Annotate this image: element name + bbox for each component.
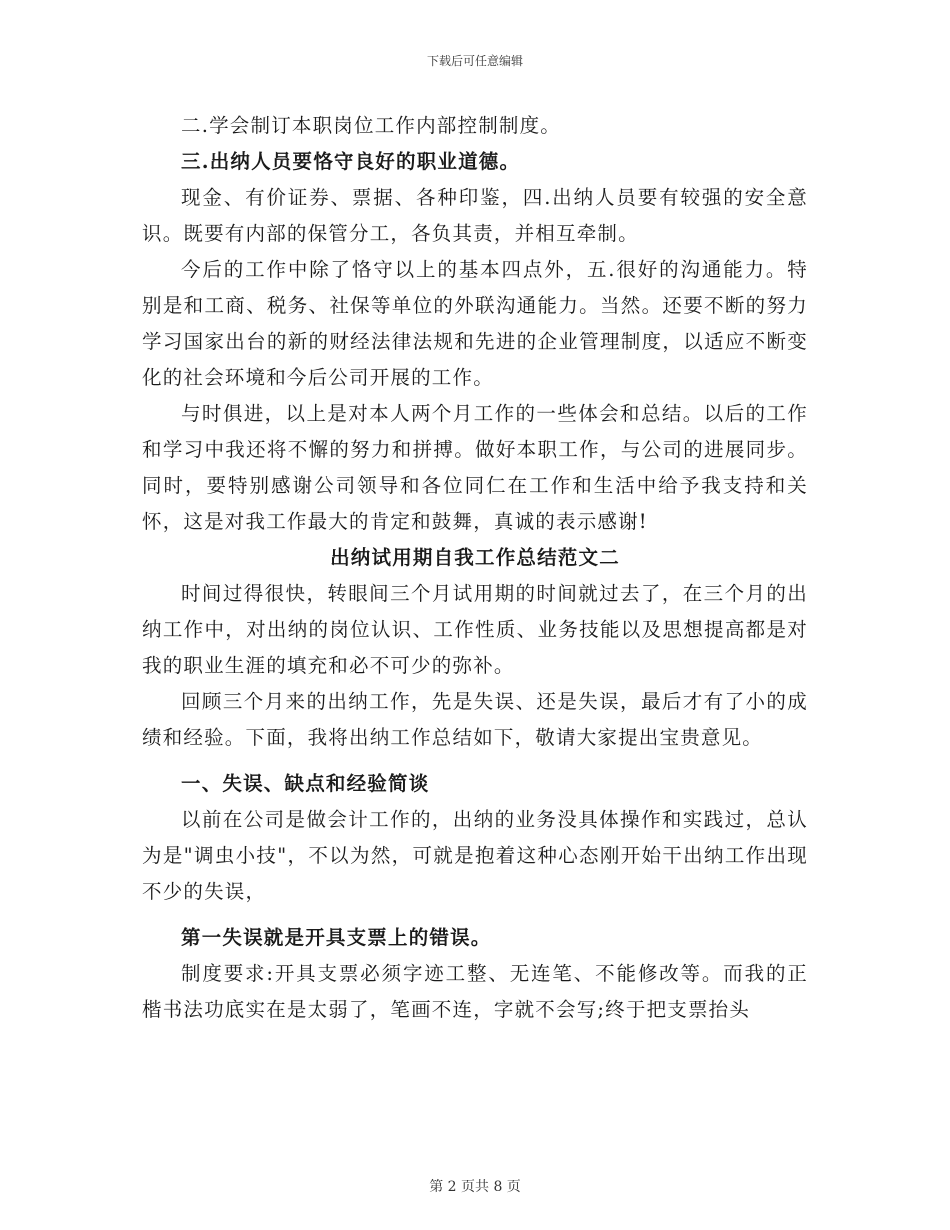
paragraph-review: 回顾三个月来的出纳工作，先是失误、还是失误，最后才有了小的成绩和经验。下面，我将出纳工作总结如下，敬请大家提出宝贵意见。 xyxy=(142,690,808,749)
section-title-2: 出纳试用期自我工作总结范文二 xyxy=(330,546,620,569)
paragraph-intro: 时间过得很快，转眼间三个月试用期的时间就过去了，在三个月的出纳工作中，对出纳的岗位认识、工作性质、业务技能以及思想提高都是对我的职业生涯的填充和必不可少的弥补。 xyxy=(142,582,808,677)
paragraph-item-2: 二.学会制订本职岗位工作内部控制制度。 xyxy=(181,114,561,137)
paragraph-item-3-heading: 三.出纳人员要恪守良好的职业道德。 xyxy=(181,150,521,173)
paragraph-communication: 今后的工作中除了恪守以上的基本四点外，五.很好的沟通能力。特别是和工商、税务、社保等单位的外联沟通能力。当然。还要不断的努力学习国家出台的新的财经法律法规和先进的企业管理制度，以适应不断变化的社会环境和今后公司开展的工作。 xyxy=(142,258,808,389)
paragraph-security: 现金、有价证券、票据、各种印鉴，四.出纳人员要有较强的安全意识。既要有内部的保管分工，各负其责，并相互牵制。 xyxy=(142,186,808,245)
page-footer: 第 2 页共 8 页 xyxy=(429,1179,521,1195)
paragraph-conclusion: 与时俱进，以上是对本人两个月工作的一些体会和总结。以后的工作和学习中我还将不懈的努力和拼搏。做好本职工作，与公司的进展同步。同时，要特别感谢公司领导和各位同仁在工作和生活中给予我支持和关怀，这是对我工作最大的肯定和鼓舞，真诚的表示感谢! xyxy=(142,402,808,533)
paragraph-background: 以前在公司是做会计工作的，出纳的业务没具体操作和实践过，总认为是"调虫小技"，不以为然，可就是抱着这种心态刚开始干出纳工作出现不少的失误， xyxy=(142,808,808,903)
subheading-mistakes: 一、失误、缺点和经验简谈 xyxy=(181,772,430,795)
subheading-first-mistake: 第一失误就是开具支票上的错误。 xyxy=(181,926,492,949)
page-header: 下载后可任意编辑 xyxy=(426,54,523,68)
document-body xyxy=(142,108,808,1028)
paragraph-cheque-rules: 制度要求:开具支票必须字迹工整、无连笔、不能修改等。而我的正楷书法功底实在是太弱了，笔画不连，字就不会写;终于把支票抬头 xyxy=(142,962,808,1021)
